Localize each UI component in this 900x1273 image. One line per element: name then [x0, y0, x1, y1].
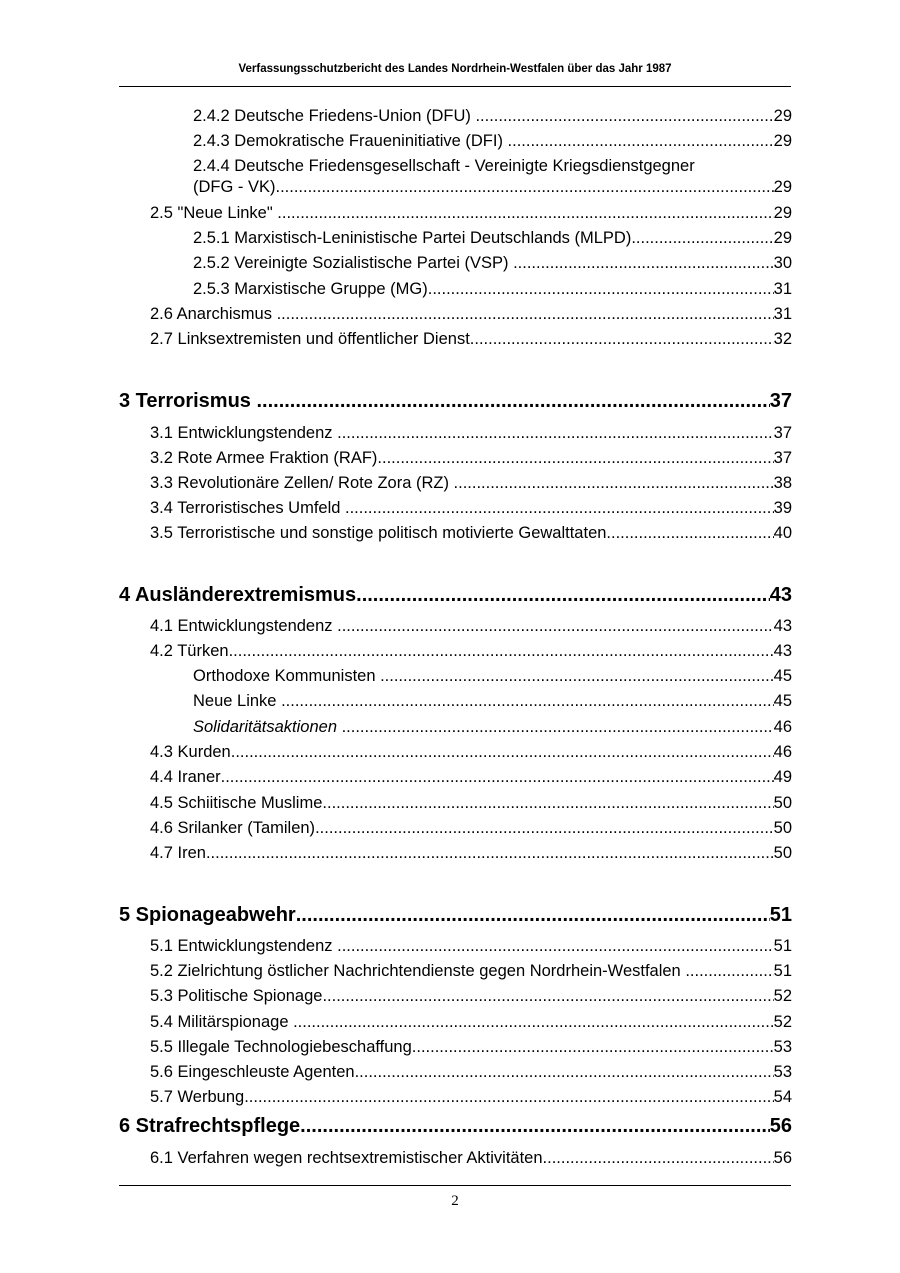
toc-entry-5-5[interactable]: 5.5 Illegale Technologiebeschaffung ..... 53	[150, 1038, 792, 1057]
page-number: 2	[451, 1193, 459, 1209]
toc-page-number: 56	[769, 1115, 792, 1137]
toc-leader	[322, 794, 773, 813]
toc-leader	[513, 254, 774, 273]
page-header: Verfassungsschutzbericht des Landes Nordrhein-Westfalen über das Jahr 1987	[238, 63, 672, 75]
toc-leader	[428, 280, 774, 299]
toc-leader	[221, 768, 774, 787]
toc-entry-2-5-2[interactable]: 2.5.2 Vereinigte Sozialistische Partei (VSP) ..... 30	[193, 254, 792, 273]
toc-page-number: 29	[773, 178, 792, 196]
toc-entry-4-7[interactable]: 4.7 Iren ..... 50	[150, 844, 792, 863]
toc-leader	[206, 844, 774, 863]
toc-entry-4-4[interactable]: 4.4 Iraner ..... 49	[150, 768, 792, 787]
toc-page-number: 50	[773, 819, 792, 837]
toc-chapter-3[interactable]: 3 Terrorismus ..... 37	[119, 390, 792, 413]
toc-leader	[337, 617, 774, 636]
toc-leader	[276, 178, 774, 197]
toc-page-number: 50	[773, 794, 792, 812]
toc-leader	[256, 390, 769, 413]
toc-entry-orthodoxe-kommunisten[interactable]: Orthodoxe Kommunisten ..... 45	[193, 667, 792, 686]
toc-leader	[380, 667, 774, 686]
toc-leader	[293, 1013, 774, 1032]
toc-page-number: 29	[773, 204, 792, 222]
toc-page-number: 38	[773, 474, 792, 492]
toc-entry-3-4[interactable]: 3.4 Terroristisches Umfeld ..... 39	[150, 499, 792, 518]
toc-entry-5-6[interactable]: 5.6 Eingeschleuste Agenten ..... 53	[150, 1063, 792, 1082]
toc-page-number: 31	[773, 305, 792, 323]
toc-page-number: 43	[769, 584, 792, 606]
toc-entry-4-1[interactable]: 4.1 Entwicklungstendenz ..... 43	[150, 617, 792, 636]
toc-leader	[300, 1115, 770, 1138]
toc-leader	[606, 524, 773, 543]
toc-entry-4-6[interactable]: 4.6 Srilanker (Tamilen) ..... 50	[150, 819, 792, 838]
toc-leader	[231, 743, 774, 762]
toc-page-number: 37	[773, 449, 792, 467]
toc-page-number: 49	[773, 768, 792, 786]
toc-page-number: 29	[773, 229, 792, 247]
toc-entry-3-2[interactable]: 3.2 Rote Armee Fraktion (RAF) ..... 37	[150, 449, 792, 468]
toc-leader	[377, 449, 773, 468]
toc-entry-2-4-2[interactable]: 2.4.2 Deutsche Friedens-Union (DFU) ..... 29	[193, 107, 792, 126]
toc-page-number: 29	[773, 132, 792, 150]
toc-page-number: 56	[773, 1149, 792, 1167]
toc-entry-neue-linke[interactable]: Neue Linke ..... 45	[193, 692, 792, 711]
toc-entry-2-4-4[interactable]: (DFG - VK) ..... 29	[193, 178, 792, 197]
toc-entry-5-7[interactable]: 5.7 Werbung ..... 54	[150, 1088, 792, 1107]
toc-leader	[685, 962, 773, 981]
header-rule	[119, 86, 791, 87]
toc-leader	[342, 718, 774, 737]
toc-page-number: 51	[773, 937, 792, 955]
toc-leader	[454, 474, 774, 493]
toc-leader	[229, 642, 774, 661]
toc-page-number: 51	[769, 904, 792, 926]
toc-entry-5-4[interactable]: 5.4 Militärspionage ..... 52	[150, 1013, 792, 1032]
footer-rule	[119, 1185, 791, 1186]
toc-entry-5-1[interactable]: 5.1 Entwicklungstendenz ..... 51	[150, 937, 792, 956]
toc-entry-2-5-1[interactable]: 2.5.1 Marxistisch-Leninistische Partei Deutschlands (MLPD) ..... 29	[193, 229, 792, 248]
toc-leader	[543, 1149, 774, 1168]
toc-entry-2-6[interactable]: 2.6 Anarchismus ..... 31	[150, 305, 792, 324]
toc-leader	[470, 330, 774, 349]
toc-leader	[345, 499, 774, 518]
toc-page-number: 37	[773, 424, 792, 442]
toc-entry-6-1[interactable]: 6.1 Verfahren wegen rechtsextremistischer Aktivitäten ..... 56	[150, 1149, 792, 1168]
toc-page-number: 45	[773, 692, 792, 710]
toc-leader	[296, 904, 770, 927]
toc-leader	[355, 1063, 774, 1082]
toc-entry-4-3[interactable]: 4.3 Kurden ..... 46	[150, 743, 792, 762]
toc-leader	[277, 204, 773, 223]
toc-page-number: 46	[773, 743, 792, 761]
toc-leader	[322, 987, 773, 1006]
toc-page-number: 53	[773, 1063, 792, 1081]
toc-leader	[631, 229, 773, 248]
toc-leader	[337, 937, 774, 956]
toc-entry-2-7[interactable]: 2.7 Linksextremisten und öffentlicher Dienst ..... 32	[150, 330, 792, 349]
toc-page-number: 43	[773, 617, 792, 635]
toc-page-number: 46	[773, 718, 792, 736]
toc-leader	[337, 424, 774, 443]
toc-entry-3-3[interactable]: 3.3 Revolutionäre Zellen/ Rote Zora (RZ) ..... 38	[150, 474, 792, 493]
toc-chapter-4[interactable]: 4 Ausländerextremismus ..... 43	[119, 584, 792, 607]
toc-page-number: 31	[773, 280, 792, 298]
toc-page-number: 29	[773, 107, 792, 125]
toc-page-number: 45	[773, 667, 792, 685]
toc-entry-2-4-4-line1[interactable]: 2.4.4 Deutsche Friedensgesellschaft - Vereinigte Kriegsdienstgegner	[193, 157, 695, 175]
toc-leader	[475, 107, 773, 126]
toc-page-number: 39	[773, 499, 792, 517]
toc-entry-solidaritaetsaktionen[interactable]: Solidaritätsaktionen ..... 46	[193, 718, 792, 737]
toc-page-number: 30	[773, 254, 792, 272]
toc-entry-5-3[interactable]: 5.3 Politische Spionage ..... 52	[150, 987, 792, 1006]
toc-page-number: 32	[773, 330, 792, 348]
toc-leader	[277, 305, 774, 324]
toc-page-number: 51	[773, 962, 792, 980]
toc-entry-2-5[interactable]: 2.5 "Neue Linke" ..... 29	[150, 204, 792, 223]
toc-page-number: 37	[769, 390, 792, 412]
toc-page-number: 50	[773, 844, 792, 862]
toc-entry-4-5[interactable]: 4.5 Schiitische Muslime ..... 50	[150, 794, 792, 813]
toc-page-number: 52	[773, 987, 792, 1005]
toc-leader	[508, 132, 774, 151]
toc-leader	[281, 692, 774, 711]
toc-page-number: 43	[773, 642, 792, 660]
toc-entry-3-1[interactable]: 3.1 Entwicklungstendenz ..... 37	[150, 424, 792, 443]
toc-entry-3-5[interactable]: 3.5 Terroristische und sonstige politisch motivierte Gewalttaten ..... 40	[150, 524, 792, 543]
toc-leader	[356, 584, 770, 607]
toc-entry-4-2[interactable]: 4.2 Türken ..... 43	[150, 642, 792, 661]
toc-leader	[412, 1038, 774, 1057]
toc-page-number: 54	[773, 1088, 792, 1106]
toc-page-number: 53	[773, 1038, 792, 1056]
toc-page-number: 40	[773, 524, 792, 542]
toc-entry-5-2[interactable]: 5.2 Zielrichtung östlicher Nachrichtendienste gegen Nordrhein-Westfalen ..... 51	[150, 962, 792, 981]
toc-chapter-5[interactable]: 5 Spionageabwehr ..... 51	[119, 904, 792, 927]
toc-chapter-6[interactable]: 6 Strafrechtspflege ..... 56	[119, 1115, 792, 1138]
toc-leader	[315, 819, 774, 838]
toc-leader	[244, 1088, 773, 1107]
toc-entry-2-4-3[interactable]: 2.4.3 Demokratische Fraueninitiative (DFI) ..... 29	[193, 132, 792, 151]
toc-entry-2-5-3[interactable]: 2.5.3 Marxistische Gruppe (MG) ..... 31	[193, 280, 792, 299]
toc-page-number: 52	[773, 1013, 792, 1031]
